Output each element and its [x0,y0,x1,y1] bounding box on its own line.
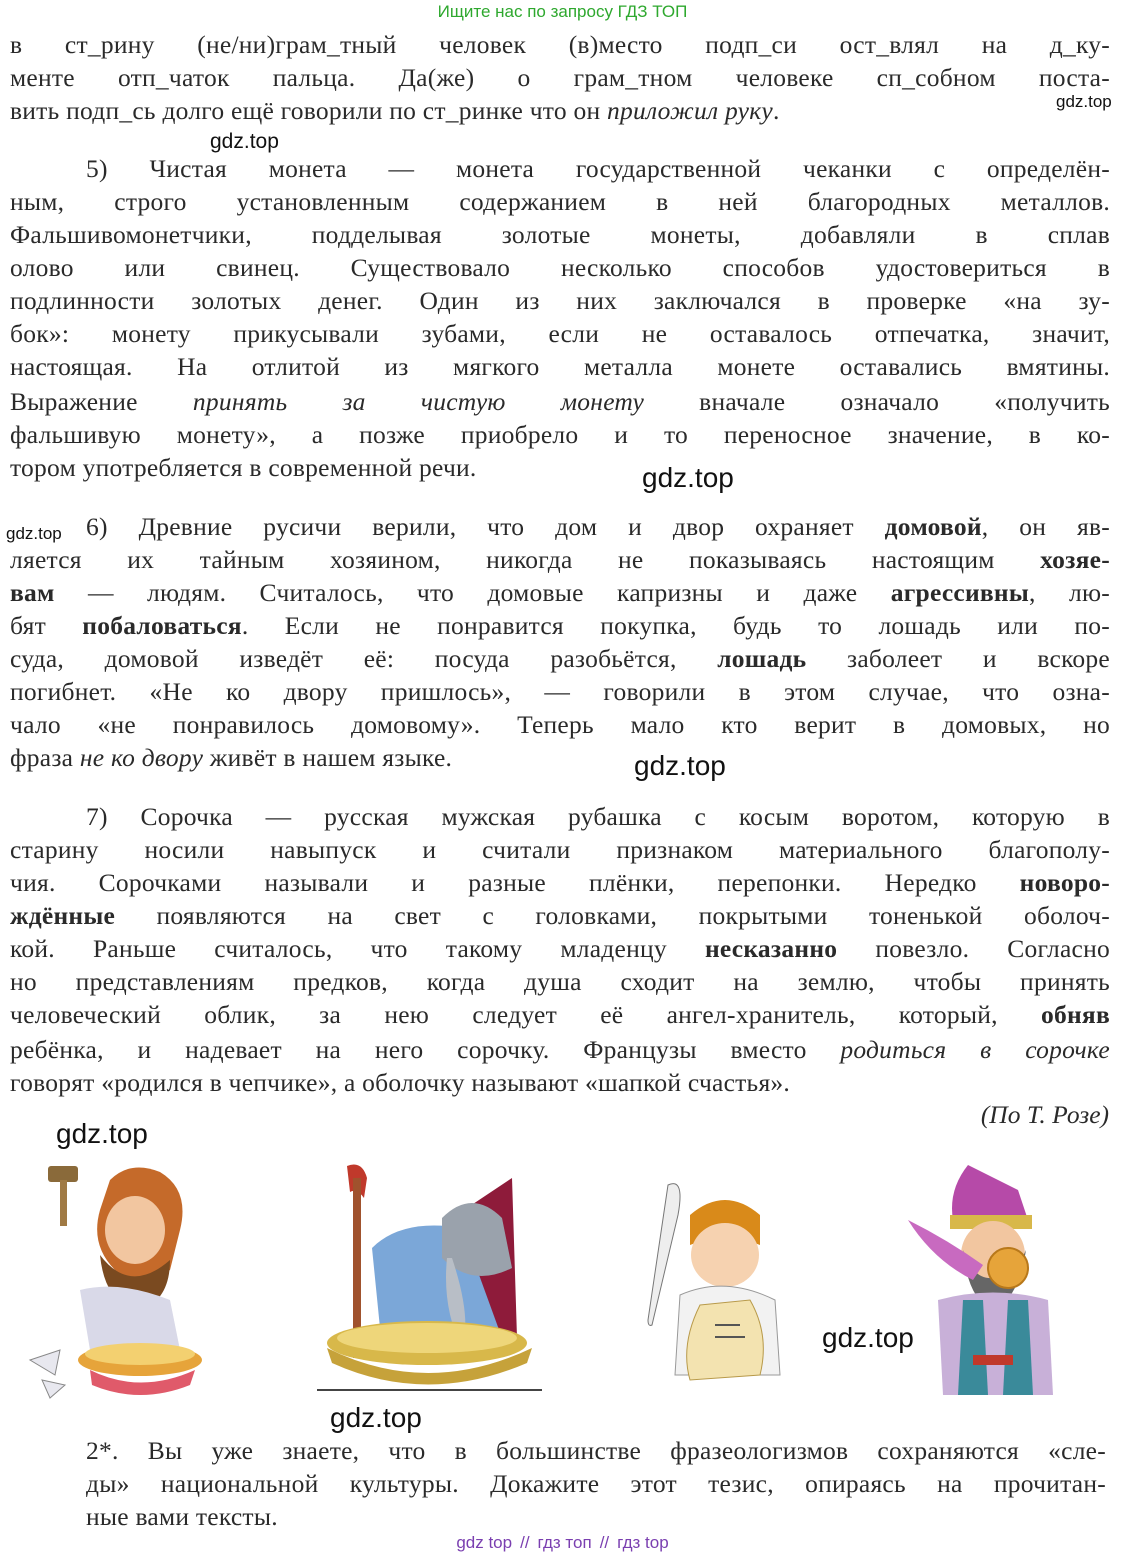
watermark: gdz.top [634,750,726,781]
task-line: ные вами тексты. [86,1502,278,1531]
para5-line: подлинности золотых денег. Один из них заключался в проверке «на зу- [10,286,1110,315]
task-line: ды» национальной культуры. Докажите этот тезис, опираясь на прочитан- [86,1469,1106,1498]
coin-icon [988,1248,1028,1288]
para5-line: настоящая. На отлитой из мягкого металла монете оставались вмятины. [10,352,1110,381]
footer-link[interactable]: гдз top [617,1533,669,1552]
watermark: gdz.top [330,1402,422,1433]
scroll-icon [687,1300,764,1380]
illustration-scribe [630,1175,800,1385]
para7-line: человеческий облик, за нею следует её ангел-хранитель, который, обняв [10,1000,1110,1029]
para4-line: в ст_рину (не/ни)грам_тный человек (в)место подп_си ост_влял на д_ку- [10,30,1110,59]
para5-line: тором употребляется в современной речи. [10,453,477,482]
para7-line: кой. Раньше считалось, что такому младенцу несказанно повезло. Согласно [10,934,1110,963]
para7-line: ждённые появляются на свет с головками, покрытыми тоненькой оболоч- [10,901,1110,930]
para7-line: старину носили навыпуск и считали признаком материального благополу- [10,835,1110,864]
para4-line: менте отп_чаток пальца. Да(же) о грам_тном человеке сп_собном поста- [10,63,1110,92]
para6-line: погибнет. «Не ко двору пришлось», — говорили в этом случае, что озна- [10,677,1110,706]
para7-line: говорят «родился в чепчике», а оболочку называют «шапкой счастья». [10,1068,791,1097]
para6-line: суда, домовой изведёт её: посуда разобьётся, лошадь заболеет и вскоре [10,644,1110,673]
watermark: gdz.top [1056,92,1112,111]
para7-line: но представлениям предков, когда душа сходит на землю, чтобы принять [10,967,1110,996]
para6-line: ляется их тайным хозяином, никогда не показываясь настоящим хозяе- [10,545,1110,574]
para5-line: 5) Чистая монета — монета государственной чеканки с определён- [86,154,1110,183]
illustration-potter [20,1160,220,1400]
quill-icon [648,1184,680,1326]
footer-separator: // [599,1533,610,1552]
para7-line: чия. Сорочками называли и разные плёнки, перепонки. Нередко новоро- [10,868,1110,897]
para7-line: ребёнка, и надевает на него сорочку. Французы вместо родиться в сорочке [10,1035,1110,1064]
para5-line: ным, строго установленным содержанием в ней благородных металлов. [10,187,1110,216]
para6-line: вам — людям. Считалось, что домовые капризны и даже агрессивны, лю- [10,578,1110,607]
illustration-wizard [312,1158,547,1398]
hammer-icon [48,1166,78,1182]
para5-line: олово или свинец. Существовало несколько способов удостовериться в [10,253,1110,282]
para5-line: бок»: монету прикусывали зубами, если не оставалось отпечатка, значит, [10,319,1110,348]
footer-links [0,1533,1125,1553]
task-line: 2*. Вы уже знаете, что в большинстве фразеологизмов сохраняются «сле- [86,1436,1106,1465]
para7-line: 7) Сорочка — русская мужская рубашка с косым воротом, которую в [86,802,1110,831]
watermark: gdz.top [56,1118,148,1149]
watermark: gdz.top [822,1322,914,1353]
para6-line: бят побаловаться. Если не понравится покупка, будь то лошадь или по- [10,611,1110,640]
watermark: gdz.top [6,524,62,543]
para5-line: фальшивую монету», а позже приобрело и то переносное значение, в ко- [10,420,1110,449]
para4-line: вить подп_сь долго ещё говорили по ст_ринке что он приложил руку. [10,96,780,125]
para6-line: чало «не понравилось домовому». Теперь мало кто верит в домовых, но [10,710,1110,739]
para5-line: Фальшивомонетчики, подделывая золотые монеты, добавляли в сплав [10,220,1110,249]
para6-line: фраза не ко двору живёт в нашем языке. [10,743,453,772]
illustration-coin-tester [908,1160,1068,1400]
attribution: (По Т. Розе) [980,1100,1109,1129]
para6-line: 6) Древние русичи верили, что дом и двор охраняет домовой, он яв- [86,512,1110,541]
search-banner[interactable]: Ищите нас по запросу ГДЗ ТОП [437,2,688,21]
watermark: gdz.top [210,130,279,153]
footer-separator: // [520,1533,530,1552]
watermark: gdz.top [642,462,734,493]
footer-link[interactable]: gdz top [456,1533,513,1552]
footer-link[interactable]: гдз топ [537,1533,592,1552]
para5-line: Выражение принять за чистую монету вначале означало «получить [10,387,1110,416]
